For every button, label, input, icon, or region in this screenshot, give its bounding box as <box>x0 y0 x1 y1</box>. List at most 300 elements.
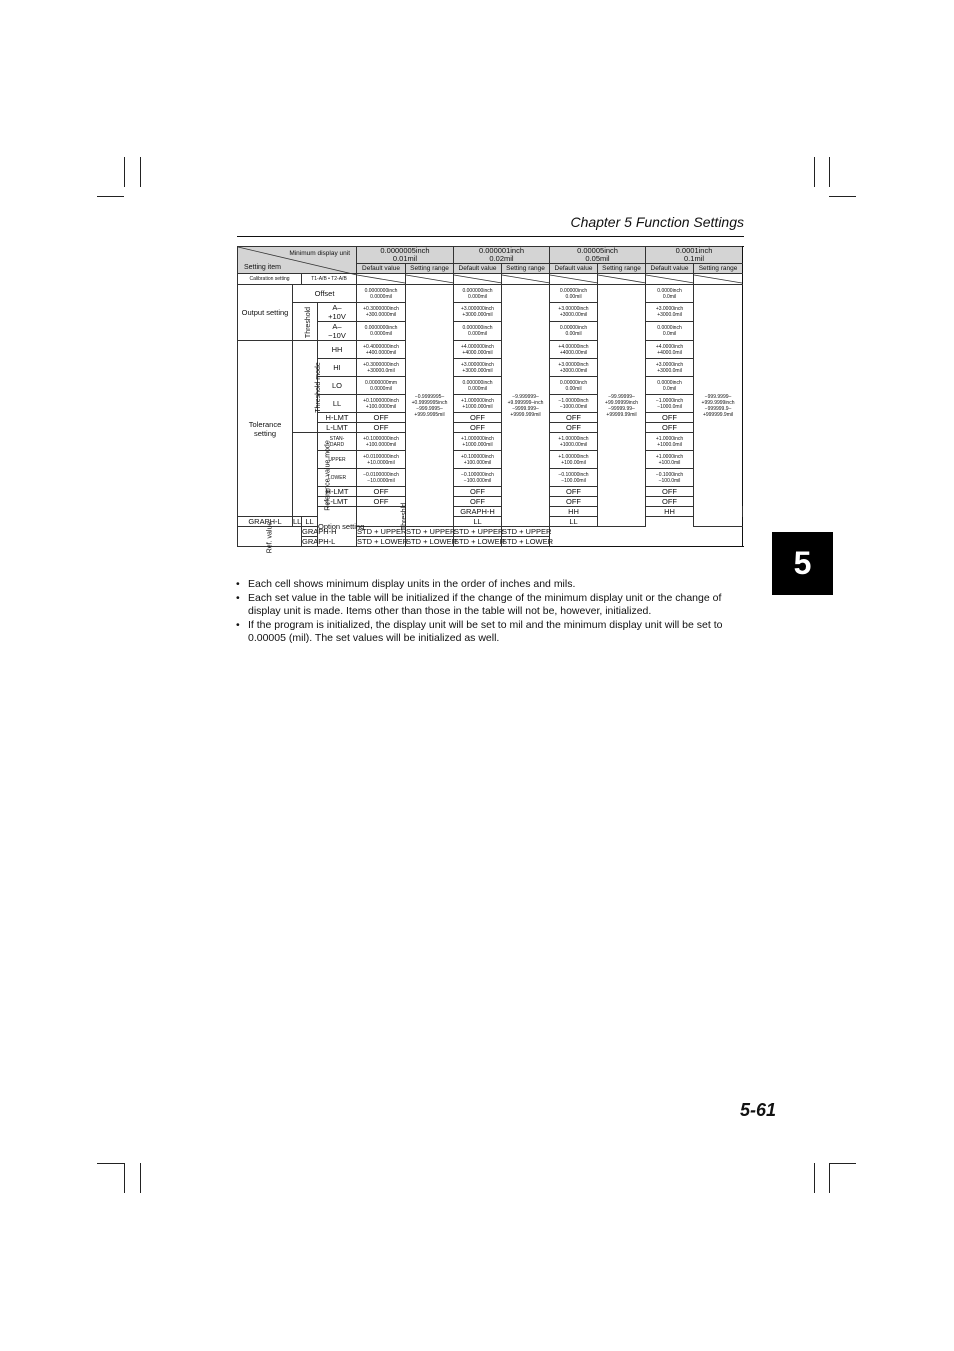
default-value-cell <box>646 303 694 322</box>
cell-text: +4.00000inch <box>558 343 589 350</box>
unit-mil: 0.1mil <box>684 254 705 263</box>
cell-diagonal <box>454 274 502 284</box>
range-text: +0.9999995inch <box>411 399 448 406</box>
header-rule <box>237 236 744 237</box>
crop-mark <box>140 157 141 187</box>
crop-mark <box>829 1163 830 1193</box>
default-value-cell <box>454 423 502 433</box>
default-value-cell <box>550 487 598 497</box>
threshold-mode-label <box>293 341 322 433</box>
unit-mil: 0.02mil <box>489 254 514 263</box>
range-text: +99999.99mil <box>606 411 637 418</box>
default-value-cell <box>357 527 406 537</box>
cell-text: OFF <box>662 487 678 496</box>
cell-text: OFF <box>470 423 485 432</box>
cell-text: +100.0mil <box>658 459 681 466</box>
range-text: −0.9999995– <box>414 393 445 400</box>
crop-mark <box>97 196 124 197</box>
cell-text: −10.0000mil <box>367 477 395 484</box>
crop-mark <box>97 1163 124 1164</box>
default-value-cell <box>646 433 694 451</box>
bullet: • <box>236 619 240 631</box>
cell-text: UPPER <box>328 456 346 463</box>
cell-text: OFF <box>470 497 485 506</box>
a-minus-label <box>318 322 357 341</box>
ll-label <box>318 395 357 413</box>
cell-text: −0.1000inch <box>655 471 684 478</box>
vertical-label: Threshold <box>305 306 313 338</box>
cell-text: +0.1000000inch <box>363 435 399 442</box>
cell-text: 0.0000inch <box>657 287 682 294</box>
cell-text: setting <box>253 428 277 438</box>
cell-text: +10V <box>328 312 346 321</box>
cell-text: OFF <box>662 423 678 432</box>
cell-text: +1000.0mil <box>657 441 682 448</box>
default-value-cell <box>646 413 694 423</box>
default-value-cell <box>357 303 406 322</box>
default-value-cell <box>550 517 598 527</box>
cell-text: +300.0000mil <box>365 312 397 318</box>
cell-text: +4000.00mil <box>559 349 588 356</box>
cell-text: 0.0000mil <box>370 331 392 337</box>
unit-mil: 0.05mil <box>585 254 610 263</box>
default-value-cell <box>454 377 502 395</box>
range-text: −999999.9– <box>704 405 732 412</box>
range-text: −99999.99– <box>608 405 635 412</box>
cell-text: Setting range <box>602 265 641 272</box>
cell-text: 0.0mil <box>662 331 677 337</box>
cell-text: OFF <box>373 423 389 432</box>
corner-top-label: Minimum display unit <box>289 250 350 257</box>
unit-inch: 0.000001inch <box>478 246 525 255</box>
default-value-cell <box>454 322 502 341</box>
offset-label <box>293 285 357 303</box>
cell-text: Offset <box>314 289 335 298</box>
cell-text: HH <box>568 507 579 516</box>
bullet: • <box>236 578 240 590</box>
output-setting-label <box>238 285 293 341</box>
unit-header <box>646 247 743 264</box>
cell-text: L-LMT <box>326 423 348 432</box>
cell-diagonal <box>502 274 550 284</box>
calibration-value <box>302 274 357 285</box>
cell-text: 0.0mil <box>662 385 677 392</box>
default-value-cell <box>550 469 598 487</box>
cell-text: −1000.00mil <box>559 403 588 410</box>
cell-text: +3.00000inch <box>558 306 589 312</box>
cell-text: 0.000000inch <box>462 325 493 331</box>
default-value-cell <box>646 285 694 303</box>
cell-text: HI <box>333 363 341 372</box>
cell-text: T1-A/B • T2-A/B <box>311 276 347 282</box>
setting-range-cell <box>694 285 743 527</box>
default-value-cell <box>357 497 406 507</box>
cell-diagonal <box>357 274 405 284</box>
default-value-cell <box>357 413 406 423</box>
cell-text: OFF <box>373 413 389 422</box>
setting-range-header <box>598 264 646 274</box>
range-text: −9999.999– <box>512 405 539 412</box>
default-value-cell <box>550 285 598 303</box>
cell-text: +1.000000inch <box>461 397 494 404</box>
note-item <box>236 578 756 591</box>
cell-text: A– <box>332 322 342 331</box>
cell-text: LL <box>305 517 314 526</box>
cell-text: Default value <box>458 265 497 272</box>
cell-text: +4.0000inch <box>655 343 684 350</box>
cell-text: +4000.000mil <box>462 349 493 356</box>
unit-inch: 0.0001inch <box>675 246 713 255</box>
note-item <box>236 619 756 645</box>
cell-text: +1000.000mil <box>462 403 493 410</box>
cell-text: +0.4000000inch <box>363 343 399 350</box>
diagonal-cell <box>694 274 743 285</box>
default-value-cell <box>293 517 302 527</box>
hh-label <box>318 341 357 359</box>
a-plus-label <box>318 303 357 322</box>
setting-range-header <box>694 264 743 274</box>
range-text: −999.9999– <box>704 393 732 400</box>
cell-text: 0.0000mil <box>370 293 392 300</box>
corner-header <box>238 247 357 274</box>
default-value-cell <box>550 341 598 359</box>
cell-text: 0.00mil <box>565 385 582 392</box>
cell-text: +3000.0mil <box>657 312 682 318</box>
cell-text: OFF <box>662 497 678 506</box>
note-text: If the program is initialized, the display unit will be set to mil and the minimum display unit will be set to 0.00005 (mil). The set values will be initialized as well. <box>248 619 723 644</box>
default-value-cell <box>357 322 406 341</box>
range-text: +999.9995mil <box>414 411 445 418</box>
default-value-cell <box>454 451 502 469</box>
cell-text: −0.100000inch <box>461 471 494 478</box>
cell-text: H-LMT <box>325 413 349 422</box>
hlmt-label <box>318 413 357 423</box>
cell-text: +4.000000inch <box>461 343 494 350</box>
cell-text: OFF <box>566 423 582 432</box>
note-text: Each cell shows minimum display units in the order of inches and mils. <box>248 578 576 590</box>
setting-range-header <box>502 264 550 274</box>
cell-text: 0.0000inch <box>657 379 682 386</box>
cell-text: −0.10000inch <box>558 471 589 478</box>
cell-text: +3000.00mil <box>559 367 588 374</box>
graph-h-label <box>302 527 337 537</box>
default-value-cell <box>550 395 598 413</box>
settings-table <box>237 246 743 553</box>
cell-text: Tolerance <box>248 419 282 429</box>
default-value-cell <box>454 517 502 527</box>
calibration-label <box>238 274 302 285</box>
llmt-label <box>318 423 357 433</box>
default-value-cell <box>550 359 598 377</box>
vertical-label: Reference value mode <box>324 439 332 511</box>
bullet: • <box>236 592 240 604</box>
default-value-cell <box>550 377 598 395</box>
cell-text: +4000.0mil <box>657 349 682 356</box>
cell-text: 0.0000000mm <box>365 379 397 386</box>
cell-text: 0.00mil <box>565 331 582 337</box>
cell-text: HH <box>664 507 675 516</box>
default-value-cell <box>454 341 502 359</box>
threshold-short-label <box>357 502 454 531</box>
cell-text: STD + UPPER <box>454 527 504 536</box>
default-value-cell <box>357 285 406 303</box>
cell-text: 0.000000inch <box>462 287 493 294</box>
cell-text: +0.3000000inch <box>363 306 399 312</box>
default-value-cell <box>646 487 694 497</box>
cell-text: A– <box>332 303 342 312</box>
default-value-cell <box>454 469 502 487</box>
cell-text: 0.0000000inch <box>364 325 398 331</box>
default-value-cell <box>550 322 598 341</box>
crop-mark <box>124 1163 125 1193</box>
cell-text: GRAPH-L <box>248 517 282 526</box>
cell-text: +10.0000mil <box>367 459 395 466</box>
chapter-tab: 5 <box>772 532 833 595</box>
crop-mark <box>814 157 815 187</box>
default-value-header <box>357 264 406 274</box>
cell-text: +1000.000mil <box>462 441 493 448</box>
cell-text: +3.000000inch <box>461 361 494 368</box>
default-value-cell <box>357 395 406 413</box>
unit-header <box>454 247 550 264</box>
reference-mode-label <box>293 433 332 517</box>
cell-text: DARD <box>329 441 345 448</box>
cell-text: −10V <box>328 331 346 340</box>
crop-mark <box>829 157 830 187</box>
range-text: +99.99999inch <box>605 399 638 406</box>
cell-text: +400.0000mil <box>365 349 397 356</box>
range-text: −9.999999– <box>512 393 539 400</box>
diagonal-cell <box>598 274 646 285</box>
default-value-cell <box>454 395 502 413</box>
default-value-cell <box>357 469 406 487</box>
default-value-cell <box>357 451 406 469</box>
default-value-cell <box>550 433 598 451</box>
cell-text: +3.000000inch <box>461 306 494 312</box>
default-value-cell <box>406 537 458 547</box>
cell-text: GRAPH-H <box>460 507 495 516</box>
cell-text: Default value <box>554 265 593 272</box>
range-text: −999.9995– <box>416 405 443 412</box>
note-item <box>236 592 756 618</box>
cell-text: +100.0000mil <box>365 441 397 448</box>
cell-text: LL <box>293 517 302 526</box>
cell-text: OFF <box>566 497 582 506</box>
default-value-cell <box>357 487 406 497</box>
unit-mil: 0.01mil <box>392 254 418 263</box>
cell-text: 0.00000inch <box>559 325 588 331</box>
cell-text: L-LMT <box>326 497 348 506</box>
cell-text: −1.0000inch <box>655 397 684 404</box>
note-text: Each set value in the table will be initialized if the change of the minimum display unit or the change of display unit is made. Items other than those in the table will not be, however, initialized. <box>248 592 722 617</box>
cell-text: 0.000mil <box>468 385 487 392</box>
cell-text: +0.100000inch <box>461 453 494 460</box>
default-value-cell <box>646 451 694 469</box>
default-value-cell <box>502 527 550 537</box>
cell-text: STD + UPPER <box>357 527 407 536</box>
default-value-cell <box>646 322 694 341</box>
cell-text: +3000.00mil <box>559 312 588 318</box>
cell-diagonal <box>406 274 454 284</box>
cell-diagonal <box>646 274 694 284</box>
cell-text: STD + LOWER <box>502 537 554 546</box>
vertical-label: Threshold mode <box>314 361 322 413</box>
cell-text: LO <box>331 381 342 390</box>
cell-text: GRAPH-L <box>302 537 336 546</box>
setting-range-cell <box>406 285 454 527</box>
crop-mark <box>829 196 856 197</box>
setting-range-cell <box>598 285 646 527</box>
cell-text: 0.0000inch <box>657 325 682 331</box>
cell-text: LL <box>569 517 578 526</box>
cell-text: +3000.0mil <box>657 367 682 374</box>
crop-mark <box>829 1163 856 1164</box>
cell-text: OFF <box>373 487 389 496</box>
cell-text: −100.000mil <box>463 477 492 484</box>
default-value-cell <box>454 487 502 497</box>
threshold-label <box>293 303 318 341</box>
default-value-cell <box>357 537 409 547</box>
setting-range-cell <box>502 285 550 527</box>
tolerance-setting-label <box>238 341 293 517</box>
default-value-cell <box>550 413 598 423</box>
cell-text: LL <box>332 399 342 408</box>
diagonal-cell <box>406 274 454 285</box>
range-text: +9.999999–inch <box>507 399 544 406</box>
diagonal-cell <box>454 274 502 285</box>
cell-text: Setting range <box>410 265 449 272</box>
cell-text: −100.00mil <box>561 477 586 484</box>
cell-text: HH <box>331 345 343 354</box>
cell-text: OFF <box>470 487 485 496</box>
hi-label <box>318 359 357 377</box>
cell-text: +3000.000mil <box>462 312 493 318</box>
vertical-label: Ref. value <box>266 521 273 553</box>
page-number: 5-61 <box>739 1100 776 1120</box>
cell-text: Option setting <box>318 522 365 531</box>
cell-text: +100.0000mil <box>365 403 397 410</box>
cell-diagonal <box>550 274 598 284</box>
cell-text: OFF <box>566 487 582 496</box>
cell-text: 0.00000inch <box>559 287 588 294</box>
default-value-header <box>454 264 502 274</box>
default-value-cell <box>646 497 694 507</box>
cell-text: Calibration setting <box>249 276 290 282</box>
cell-text: Default value <box>650 265 689 272</box>
unit-header <box>357 247 454 264</box>
cell-text: +3.0000inch <box>655 361 684 368</box>
cell-text: +1000.00mil <box>559 441 588 448</box>
default-value-cell <box>550 497 598 507</box>
cell-text: +3.0000inch <box>655 306 684 312</box>
default-value-cell <box>454 527 502 537</box>
cell-text: STAN- <box>329 435 345 442</box>
cell-text: −1000.0mil <box>657 403 682 410</box>
default-value-cell <box>406 527 454 537</box>
cell-text: Setting range <box>506 265 545 272</box>
cell-text: OFF <box>470 413 485 422</box>
cell-text: +1.00000inch <box>558 453 589 460</box>
default-value-cell <box>454 497 502 507</box>
crop-mark <box>814 1163 815 1193</box>
default-value-cell <box>357 423 406 433</box>
default-value-cell <box>357 433 406 451</box>
cell-text: +3.00000inch <box>558 361 589 368</box>
default-value-cell <box>646 359 694 377</box>
lo-label <box>318 377 357 395</box>
default-value-cell <box>550 451 598 469</box>
cell-text: −100.0mil <box>658 477 681 484</box>
cell-text: OFF <box>373 497 389 506</box>
range-text: +9999.999mil <box>510 411 541 418</box>
range-text: −99.99999– <box>608 393 635 400</box>
default-value-cell <box>646 507 694 517</box>
cell-text: GRAPH-H <box>302 527 337 536</box>
chapter-title: Chapter 5 Function Settings <box>570 214 744 230</box>
cell-diagonal <box>694 274 742 284</box>
vertical-label: Threshld <box>401 502 409 531</box>
default-value-cell <box>357 359 406 377</box>
default-value-cell <box>646 395 694 413</box>
default-value-cell <box>454 303 502 322</box>
diagonal-cell <box>502 274 550 285</box>
diagonal-cell <box>646 274 694 285</box>
cell-text: 0.0000mil <box>370 385 392 392</box>
cell-text: +100.000mil <box>463 459 492 466</box>
cell-text: +0.3000000inch <box>363 361 399 368</box>
cell-text: +1.00000inch <box>558 435 589 442</box>
unit-header <box>550 247 646 264</box>
cell-text: +30000.0mil <box>367 367 395 374</box>
cell-text: OFF <box>566 413 582 422</box>
unit-inch: 0.00005inch <box>577 246 618 255</box>
setting-range-header <box>406 264 454 274</box>
default-value-header <box>550 264 598 274</box>
default-value-cell <box>357 377 406 395</box>
default-value-cell <box>454 413 502 423</box>
corner-bottom-label: Setting item <box>244 264 281 271</box>
default-value-cell <box>550 303 598 322</box>
cell-text: +1.0000inch <box>655 453 684 460</box>
unit-inch: 0.0000005inch <box>380 246 430 255</box>
default-value-cell <box>454 537 506 547</box>
default-value-cell <box>646 377 694 395</box>
default-value-cell <box>550 507 598 517</box>
default-value-cell <box>646 423 694 433</box>
cell-text: STD + LOWER <box>357 537 409 546</box>
cell-text: STD + LOWER <box>454 537 506 546</box>
graph-h-label <box>454 507 502 517</box>
cell-text: STD + UPPER <box>406 527 456 536</box>
default-value-cell <box>454 285 502 303</box>
cell-text: Output setting <box>241 308 289 317</box>
cell-text: +100.00mil <box>561 459 586 466</box>
cell-text: OFF <box>662 413 678 422</box>
range-text: +999.9999inch <box>701 399 735 406</box>
diagonal-cell <box>357 274 406 285</box>
cell-text: +1.000000inch <box>461 435 494 442</box>
default-value-cell <box>550 423 598 433</box>
default-value-cell <box>454 433 502 451</box>
cell-text: LOWER <box>327 474 347 481</box>
default-value-cell <box>302 517 318 527</box>
cell-text: 0.0mil <box>662 293 677 300</box>
cell-text: +1.0000inch <box>655 435 684 442</box>
cell-text: 0.000mil <box>468 293 487 300</box>
default-value-cell <box>646 469 694 487</box>
default-value-cell <box>646 341 694 359</box>
cell-text: 0.00mil <box>565 293 582 300</box>
